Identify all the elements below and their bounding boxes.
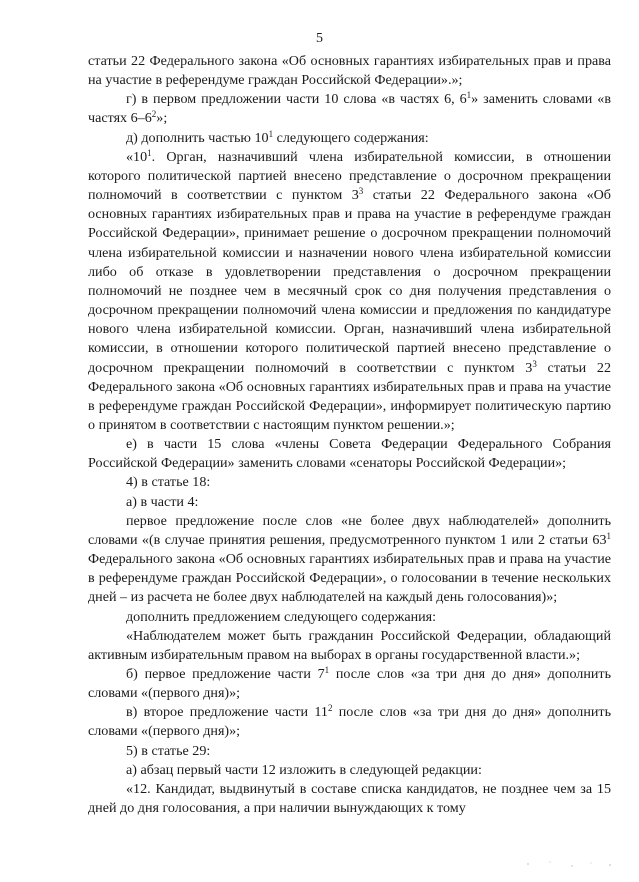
paragraph: а) абзац первый части 12 изложить в следующей редакции: xyxy=(126,761,482,778)
paragraph: статьи 22 Федерального закона «Об основных гарантиях избирательных прав и права на участие в референдуме граждан Российской Федерации».»; xyxy=(88,53,611,89)
paragraph: 5) в статье 29: xyxy=(126,742,211,759)
paragraph: дополнить предложением следующего содержания: xyxy=(126,608,437,625)
paragraph: «$10^1$. Орган, назначивший члена избирательной комиссии, в отношении которого политической партией внесено представление о досрочном прекращении полномочий в соответствии с пунктом $3^3$ статьи 22 Федерального закона «Об основных гарантиях избирательных прав и права на участие в референдуме граждан Российской Федерации», принимает решение о досрочном прекращении полномочий члена избирательной комиссии и назначении нового члена избирательной комиссии либо об отказе в удовлетворении представления о досрочном прекращении полномочий не позднее чем в месячный срок со дня получения представления о досрочном прекращении полномочий члена комиссии и предложения по кандидатуре нового члена избирательной комиссии. Орган, назначивший члена избирательной комиссии, в отношении которого политической партией внесено представление о досрочном прекращении полномочий в соответствии с пунктом $3^3$ статьи 22 Федерального закона «Об основных гарантиях избирательных прав и права на участие в референдуме граждан Российской Федерации», информирует политическую партию о принятом в соответствии с настоящим пунктом решении.»; xyxy=(88,147,611,433)
paragraph: 4) в статье 18: xyxy=(126,474,211,491)
paragraph: а) в части 4: xyxy=(126,493,199,510)
paragraph: д) дополнить частью $10^1$ следующего содержания: xyxy=(126,128,429,146)
paragraph: первое предложение после слов «не более двух наблюдателей» дополнить словами «(в случае принятия решения, предусмотренного пунктом 1 или 2 статьи $63^1$ Федерального закона «Об основных гарантиях избирательных прав и права на участие в референдуме граждан Российской Федерации», о голосовании в течение нескольких дней – из расчета не более двух наблюдателей на каждый день голосования)»; xyxy=(88,512,611,606)
scan-noise xyxy=(520,858,620,870)
page-number: 5 xyxy=(316,31,323,46)
paragraph: г) в первом предложении части 10 слова «в частях 6, $6^1$» заменить словами «в частях $6-6^2$»; xyxy=(88,90,611,127)
paragraph: «12. Кандидат, выдвинутый в составе списка кандидатов, не позднее чем за 15 дней до дня голосования, а при наличии вынуждающих к тому xyxy=(88,780,611,817)
paragraph: в) второе предложение части $11^2$ после слов «за три дня до дня» дополнить словами «(первого дня)»; xyxy=(88,703,611,740)
paragraph: «Наблюдателем может быть гражданин Российской Федерации, обладающий активным избирательным правом на выборах в органы государственной власти.»; xyxy=(88,627,611,663)
document-body xyxy=(88,52,611,818)
paragraph: е) в части 15 слова «члены Совета Федерации Федерального Собрания Российской Федерации» заменить словами «сенаторы Российской Федерации»; xyxy=(88,436,611,472)
paragraph: б) первое предложение части $7^1$ после слов «за три дня до дня» дополнить словами «(первого дня)»; xyxy=(88,665,612,702)
